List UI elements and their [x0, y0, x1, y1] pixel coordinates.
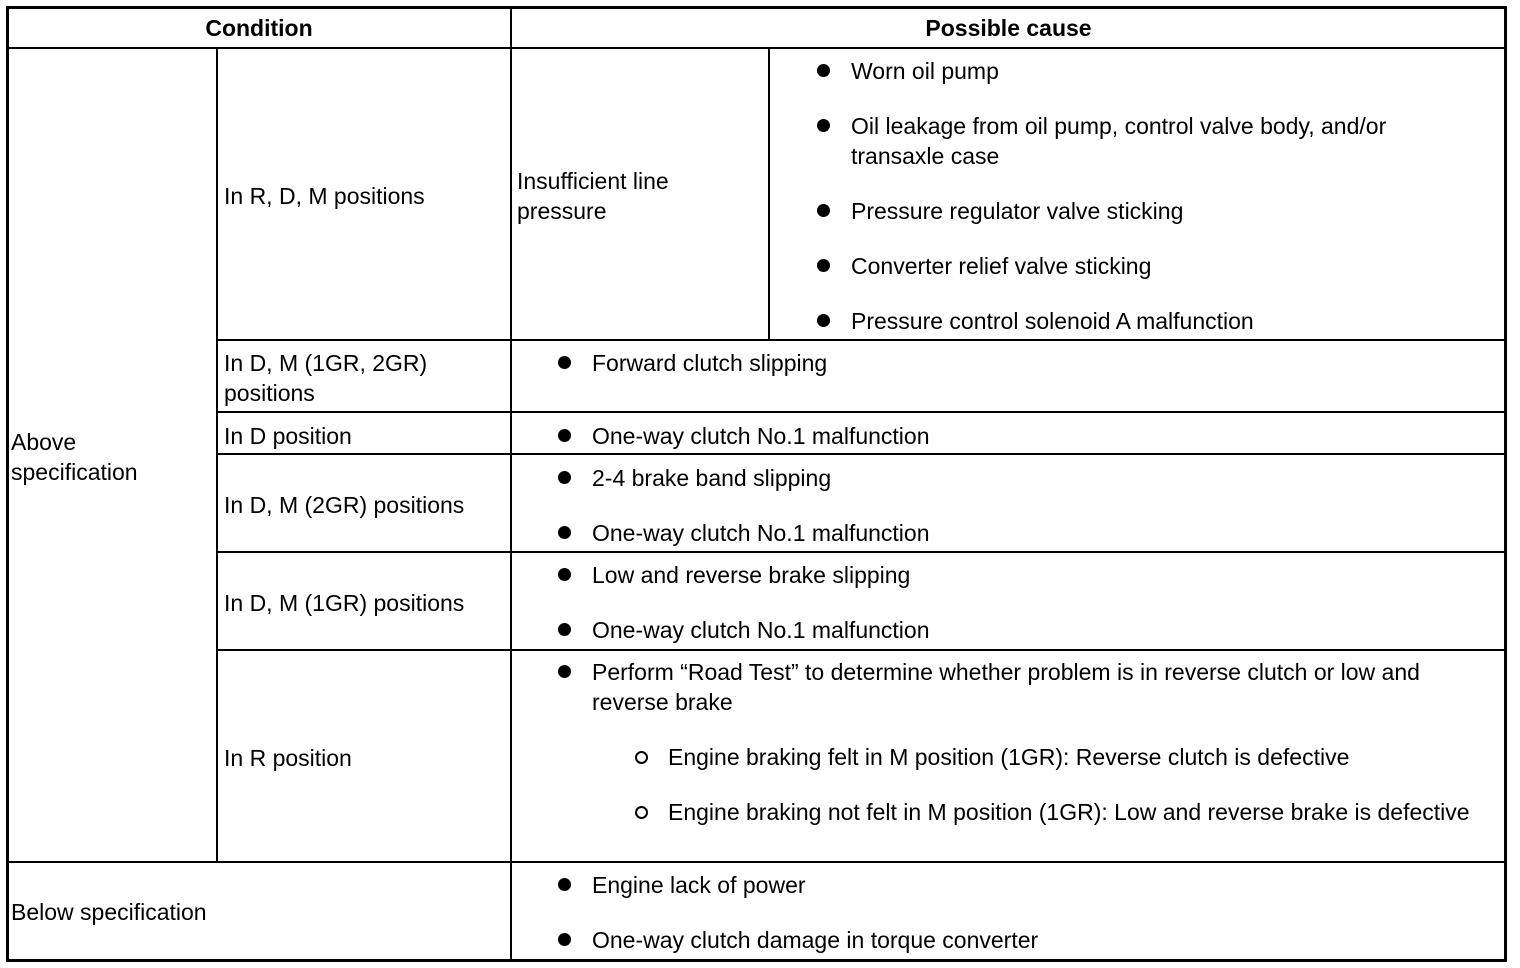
- row-divider: [218, 453, 1506, 455]
- sub-cause-item: Engine braking not felt in M position (1GR): Low and reverse brake is defective: [668, 797, 1478, 827]
- condition-cell: In D, M (1GR, 2GR) positions: [224, 350, 428, 406]
- cause-item: One-way clutch No.1 malfunction: [592, 615, 1482, 645]
- condition-cell: In D, M (1GR) positions: [224, 590, 465, 616]
- cause-item: Perform “Road Test” to determine whether problem is in reverse clutch or low and reverse brake: [592, 657, 1472, 717]
- condition-cell: In R, D, M positions: [224, 183, 425, 209]
- cause-item: One-way clutch No.1 malfunction: [592, 421, 1482, 451]
- cause-item: One-way clutch damage in torque converter: [592, 925, 1482, 955]
- condition-cell: In D, M (2GR) positions: [224, 492, 465, 518]
- header-possible-cause: Possible cause: [925, 15, 1092, 41]
- row-divider: [218, 551, 1506, 553]
- header-divider: [7, 47, 1506, 49]
- cause-item: Oil leakage from oil pump, control valve body, and/or transaxle case: [851, 111, 1471, 171]
- cause-item: 2-4 brake band slipping: [592, 463, 1482, 493]
- row-divider: [218, 649, 1506, 651]
- condition-cell: Below specification: [11, 899, 207, 925]
- cause-item: Worn oil pump: [851, 56, 1491, 86]
- cause-item: Forward clutch slipping: [592, 348, 1482, 378]
- column-divider: [216, 48, 218, 862]
- condition-cell: In R position: [224, 745, 352, 771]
- column-divider: [768, 48, 770, 340]
- cause-item: Pressure regulator valve sticking: [851, 196, 1491, 226]
- cause-item: Converter relief valve sticking: [851, 251, 1491, 281]
- cause-item: Engine lack of power: [592, 870, 1482, 900]
- sub-cause-item: Engine braking felt in M position (1GR): Reverse clutch is defective: [668, 742, 1478, 772]
- row-divider: [218, 411, 1506, 413]
- condition-cell: In D position: [224, 423, 352, 449]
- column-divider: [510, 7, 512, 961]
- cause-item: Pressure control solenoid A malfunction: [851, 306, 1491, 336]
- intermediate-cause-cell: Insufficient line pressure: [517, 168, 669, 224]
- group-above-specification: Above specification: [11, 429, 138, 485]
- cause-item: One-way clutch No.1 malfunction: [592, 518, 1482, 548]
- header-condition: Condition: [205, 15, 313, 41]
- row-divider: [7, 861, 1506, 863]
- cause-item: Low and reverse brake slipping: [592, 560, 1482, 590]
- row-divider: [218, 339, 1506, 341]
